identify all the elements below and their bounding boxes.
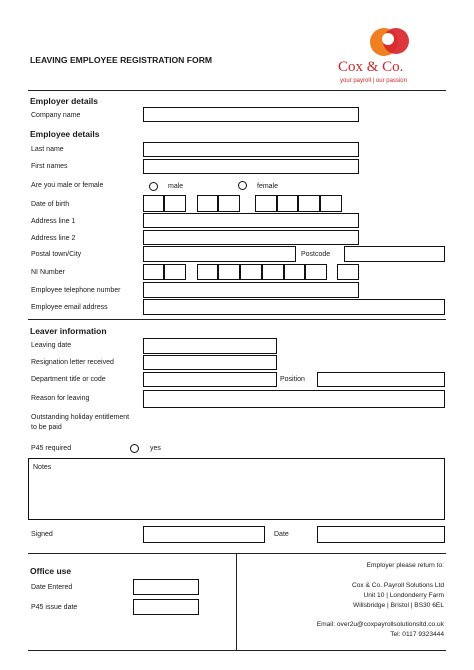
p45-label: P45 required <box>31 445 72 452</box>
signed-label: Signed <box>31 531 53 538</box>
department-label: Department title or code <box>31 376 106 383</box>
p45-yes-radio[interactable] <box>130 444 139 453</box>
mid-divider <box>28 319 446 320</box>
female-label: female <box>257 183 279 190</box>
postcode-field[interactable] <box>344 246 445 262</box>
holiday-label-2: to be paid <box>31 424 62 431</box>
office-heading: Office use <box>30 566 72 576</box>
logo-circles-icon <box>366 24 416 60</box>
female-radio[interactable] <box>238 181 247 190</box>
dob-label: Date of birth <box>31 201 70 208</box>
date-entered-label: Date Entered <box>31 584 73 591</box>
address1-field[interactable] <box>143 213 359 228</box>
postal-town-label: Postal town/City <box>31 251 82 258</box>
address2-label: Address line 2 <box>31 235 76 242</box>
first-names-label: First names <box>31 163 68 170</box>
ni-number-label: NI Number <box>31 269 65 276</box>
p45-yes-label: yes <box>150 445 161 452</box>
resignation-field[interactable] <box>143 355 277 370</box>
address1-label: Address line 1 <box>31 218 76 225</box>
position-field[interactable] <box>317 372 445 387</box>
p45-issue-label: P45 issue date <box>31 604 78 611</box>
ni-box-7[interactable] <box>284 264 305 280</box>
last-name-label: Last name <box>31 146 64 153</box>
dob-year-1[interactable] <box>255 195 277 212</box>
postal-town-field[interactable] <box>143 246 296 262</box>
postcode-label: Postcode <box>301 251 331 258</box>
ni-box-9[interactable] <box>337 264 359 280</box>
male-radio[interactable] <box>149 182 158 191</box>
ni-box-3[interactable] <box>197 264 218 280</box>
ni-box-5[interactable] <box>240 264 262 280</box>
telephone-label: Employee telephone number <box>31 287 121 294</box>
department-field[interactable] <box>143 372 277 387</box>
telephone-field[interactable] <box>143 282 359 298</box>
dob-day-2[interactable] <box>164 195 186 212</box>
signed-field[interactable] <box>143 526 265 543</box>
date-entered-field[interactable] <box>133 579 199 595</box>
first-names-field[interactable] <box>143 159 359 174</box>
address2-field[interactable] <box>143 230 359 245</box>
ni-box-2[interactable] <box>164 264 186 280</box>
reason-field[interactable] <box>143 390 445 408</box>
leaving-date-field[interactable] <box>143 338 277 354</box>
dob-year-4[interactable] <box>320 195 342 212</box>
dob-day-1[interactable] <box>143 195 164 212</box>
dob-year-3[interactable] <box>298 195 320 212</box>
company-name-field[interactable] <box>143 107 359 122</box>
dob-year-2[interactable] <box>277 195 298 212</box>
dob-month-1[interactable] <box>197 195 218 212</box>
top-divider <box>28 90 446 91</box>
logo <box>336 24 446 90</box>
email-field[interactable] <box>143 299 445 315</box>
male-label: male <box>168 183 184 190</box>
return-company: Cox & Co. Payroll Solutions Ltd <box>352 582 444 589</box>
logo-tagline: your payroll | our passion <box>340 78 407 84</box>
notes-field[interactable] <box>28 458 445 520</box>
resignation-label: Resignation letter received <box>31 359 114 366</box>
employer-heading: Employer details <box>30 96 99 106</box>
reason-label: Reason for leaving <box>31 395 90 402</box>
gender-question: Are you male or female <box>31 182 104 189</box>
ni-box-6[interactable] <box>262 264 284 280</box>
ni-box-8[interactable] <box>305 264 327 280</box>
return-address-1: Unit 10 | Londonderry Farm <box>363 592 444 599</box>
notes-label: Notes <box>33 464 52 471</box>
form-title: LEAVING EMPLOYEE REGISTRATION FORM <box>30 55 213 65</box>
holiday-label-1: Outstanding holiday entitlement <box>31 414 130 421</box>
date-label: Date <box>274 531 289 538</box>
position-label: Position <box>280 376 305 383</box>
footer-rule <box>28 650 446 651</box>
return-address-2: Willsbridge | Bristol | BS30 6EL <box>352 602 444 609</box>
email-label: Employee email address <box>31 304 108 311</box>
p45-issue-field[interactable] <box>133 599 199 615</box>
last-name-field[interactable] <box>143 142 359 157</box>
ni-box-1[interactable] <box>143 264 164 280</box>
bottom-divider <box>28 553 446 554</box>
leaver-heading: Leaver information <box>30 326 107 336</box>
logo-name: Cox & Co. <box>338 59 404 75</box>
dob-month-2[interactable] <box>218 195 240 212</box>
return-intro: Employer please return to: <box>366 562 444 569</box>
employee-heading: Employee details <box>30 129 100 139</box>
date-field[interactable] <box>317 526 445 543</box>
return-email: Email: over2u@coxpayrollsolutionsltd.co.uk <box>316 621 444 628</box>
return-tel: Tel: 0117 9323444 <box>390 631 444 638</box>
bottom-vertical-divider <box>236 553 237 651</box>
company-name-label: Company name <box>31 112 81 119</box>
leaving-date-label: Leaving date <box>31 342 72 349</box>
ni-box-4[interactable] <box>218 264 240 280</box>
